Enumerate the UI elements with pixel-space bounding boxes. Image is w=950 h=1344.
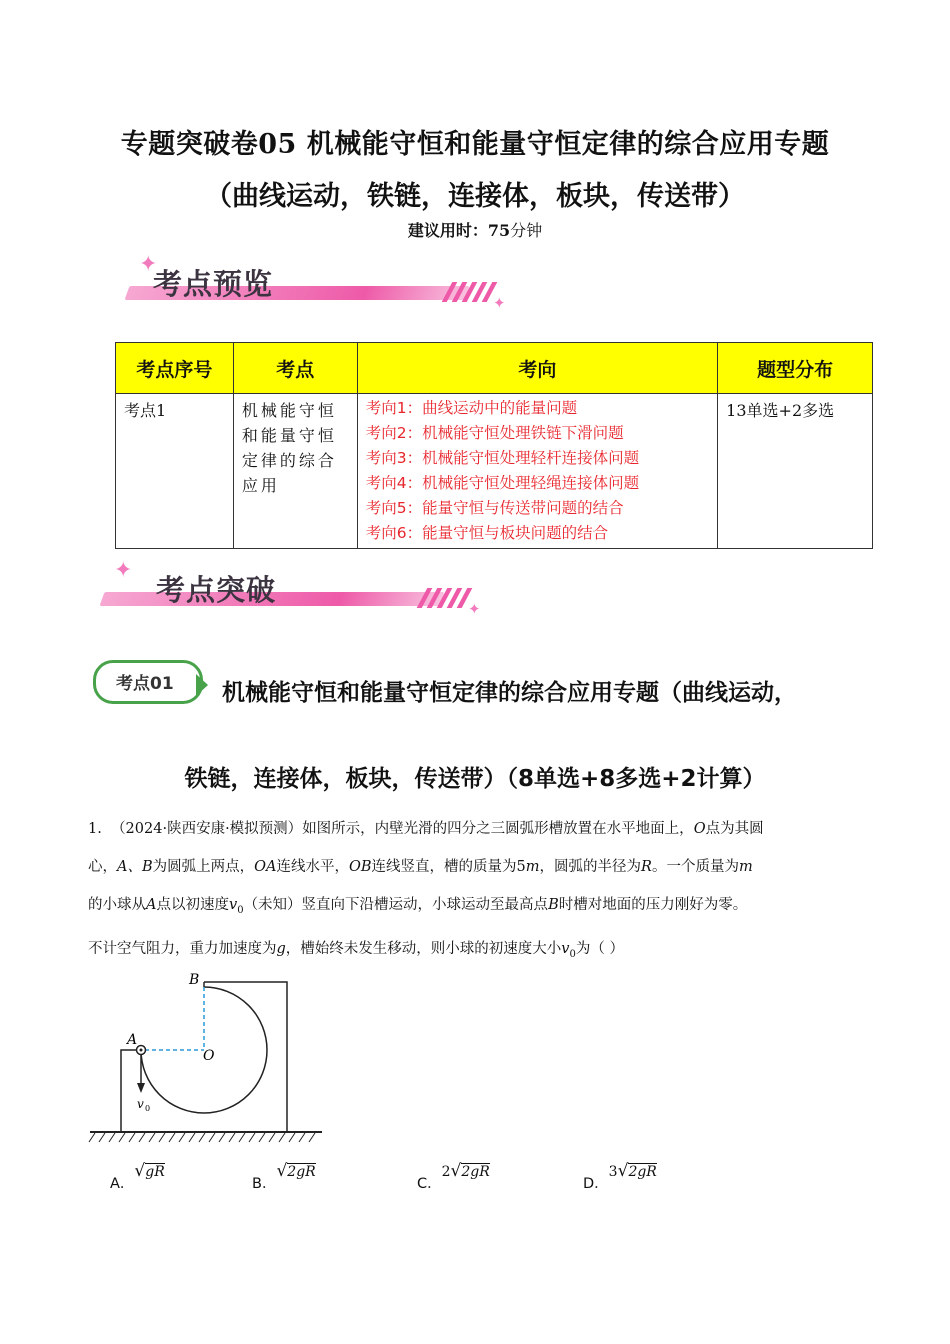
section-tag-label: 考点01	[116, 674, 174, 694]
preview-banner	[95, 252, 515, 322]
direction-item: 考向6：能量守恒与板块问题的结合	[365, 524, 609, 542]
cell-topic: 机械能守恒和能量守恒定律的综合应用	[233, 394, 357, 549]
sparkle-icon: ✦	[114, 558, 133, 583]
header-index: 考点序号	[116, 343, 234, 394]
header-distribution: 题型分布	[718, 343, 873, 394]
document-title: 专题突破卷05 机械能守恒和能量守恒定律的综合应用专题	[120, 129, 830, 160]
sparkle-icon: ✦	[468, 600, 481, 618]
direction-item: 考向1：曲线运动中的能量问题	[365, 399, 578, 417]
question-text: 1. （2024·陕西安康·模拟预测）如图所示，内壁光滑的四分之三圆弧形槽放置在水平地面上，O点为其圆 心，A、B为圆弧上两点，OA连线水平，OB连线竖直，槽的质量为5m，圆弧的半径为R。一个质量为m 的小球从A点以初速度$v_0$（未知）竖直向下沿槽运动，小球运动至最高点B时槽对地面的压力刚好为零。 不计空气阻力，重力加速度为g，槽始终未发生移动，则小球的初速度大小$v_0$为（ ）	[88, 821, 764, 960]
direction-item: 考向4：机械能守恒处理轻绳连接体问题	[365, 474, 640, 492]
topic-overview-table	[115, 342, 873, 549]
section-title: 机械能守恒和能量守恒定律的综合应用专题（曲线运动，	[222, 680, 797, 706]
direction-item: 考向3：机械能守恒处理轻杆连接体问题	[365, 449, 640, 467]
physics-diagram	[85, 962, 325, 1147]
header-topic: 考点	[233, 343, 357, 394]
banner-title: 考点突破	[156, 573, 277, 607]
option-b[interactable]: B．√2gR	[252, 1161, 316, 1192]
option-d[interactable]: D．3√2gR	[583, 1161, 657, 1192]
arrow-icon	[196, 674, 208, 696]
banner-title: 考点预览	[153, 267, 274, 301]
label-v-sub: 0	[145, 1104, 151, 1113]
cell-index: 考点1	[116, 394, 234, 549]
sparkle-icon: ✦	[139, 252, 158, 277]
suggested-time: 建议用时：75分钟	[407, 221, 543, 240]
table-row	[116, 394, 873, 549]
document-subtitle: （曲线运动，铁链，连接体，板块，传送带）	[205, 181, 745, 212]
direction-item: 考向5：能量守恒与传送带问题的结合	[365, 499, 624, 517]
label-v: v	[137, 1097, 144, 1111]
label-o: O	[203, 1048, 215, 1064]
breakthrough-banner	[70, 558, 490, 628]
option-c[interactable]: C．2√2gR	[417, 1161, 490, 1192]
header-direction: 考向	[357, 343, 717, 394]
section-tag	[93, 654, 205, 710]
cell-directions	[357, 394, 717, 549]
table-header-row	[116, 343, 873, 394]
label-a: A	[127, 1032, 138, 1048]
option-a[interactable]: A．√gR	[110, 1161, 165, 1192]
label-b: B	[189, 972, 200, 988]
cell-distribution: 13单选+2多选	[718, 394, 873, 549]
direction-item: 考向2：机械能守恒处理铁链下滑问题	[365, 424, 624, 442]
section-title-cont: 铁链，连接体，板块，传送带）（8单选+8多选+2计算）	[184, 766, 766, 792]
sparkle-icon: ✦	[493, 294, 506, 312]
